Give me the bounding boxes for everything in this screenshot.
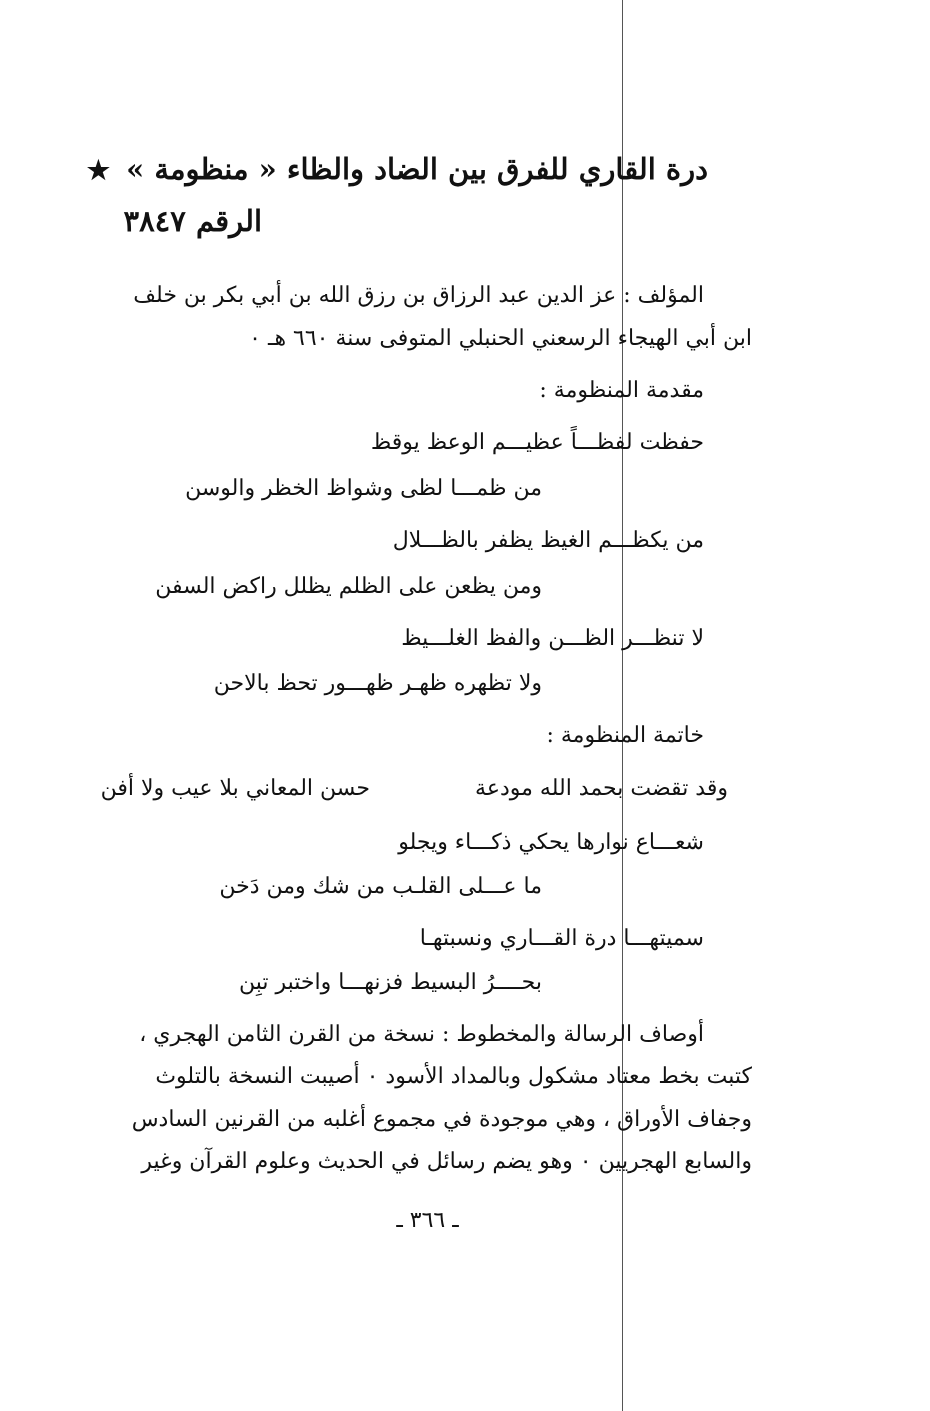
title-text: درة القاري للفرق بين الضاد والظاء « منظومة » bbox=[126, 152, 708, 186]
closing-verse-1: شعـــاع نوارها يحكي ذكـــاء ويجلو bbox=[398, 830, 704, 855]
intro-verse-5: لا تنظـــر الظـــن والفظ الغلـــيظ bbox=[401, 626, 704, 651]
page-fold-line bbox=[622, 0, 623, 1411]
author-line-1: المؤلف : عز الدين عبد الرزاق بن رزق الله بن أبي بكر بن خلف bbox=[133, 283, 704, 308]
closing-verse-3: سميتهـــا درة القـــاري ونسبتهـا bbox=[419, 926, 704, 951]
description-line-3: وجفاف الأوراق ، وهي موجودة في مجموع أغلبه من القرنين السادس bbox=[131, 1107, 752, 1132]
closing-heading: خاتمة المنظومة : bbox=[546, 723, 704, 748]
closing-verse-2: ما عـــلى القلـب من شك ومن دَخن bbox=[219, 874, 542, 899]
closing-verse-4: بحــــرُ البسيط فزنهـــا واختبر تبِن bbox=[238, 970, 542, 995]
intro-verse-6: ولا تظهره ظهـر ظهـــور تحظ بالاحن bbox=[213, 671, 542, 696]
page-number bbox=[0, 1208, 855, 1233]
intro-verse-1: حفظت لفظـــاً عظيـــم الوعظ يوقظ bbox=[370, 430, 704, 455]
star-icon: ★ bbox=[86, 156, 111, 186]
manuscript-title bbox=[87, 152, 708, 186]
author-line-2: ابن أبي الهيجاء الرسعني الحنبلي المتوفى سنة ٦٦٠ هـ ٠ bbox=[249, 326, 752, 351]
intro-verse-4: ومن يظعن على الظلم يظلل راكض السفن bbox=[155, 574, 542, 599]
description-line-2: كتبت بخط معتاد مشكول وبالمداد الأسود ٠ أصيبت النسخة بالتلوث bbox=[155, 1064, 752, 1089]
description-line-1: أوصاف الرسالة والمخطوط : نسخة من القرن الثامن الهجري ، bbox=[139, 1022, 704, 1047]
description-line-4: والسابع الهجريين ٠ وهو يضم رسائل في الحديث وعلوم القرآن وغير bbox=[141, 1149, 752, 1174]
page-number-text: ـ ٣٦٦ ـ bbox=[396, 1208, 459, 1233]
record-number: الرقم ٣٨٤٧ bbox=[123, 204, 262, 238]
intro-heading: مقدمة المنظومة : bbox=[539, 378, 704, 403]
intro-verse-2: من ظمـــا لظى وشواظ الخظر والوسن bbox=[185, 476, 542, 501]
closing-verse-right: وقد تقضت بحمد الله مودعة bbox=[475, 776, 728, 801]
closing-verse-left: حسن المعاني بلا عيب ولا أفن bbox=[100, 776, 370, 801]
intro-verse-3: من يكظـــم الغيظ يظفر بالظـــلال bbox=[392, 528, 704, 553]
